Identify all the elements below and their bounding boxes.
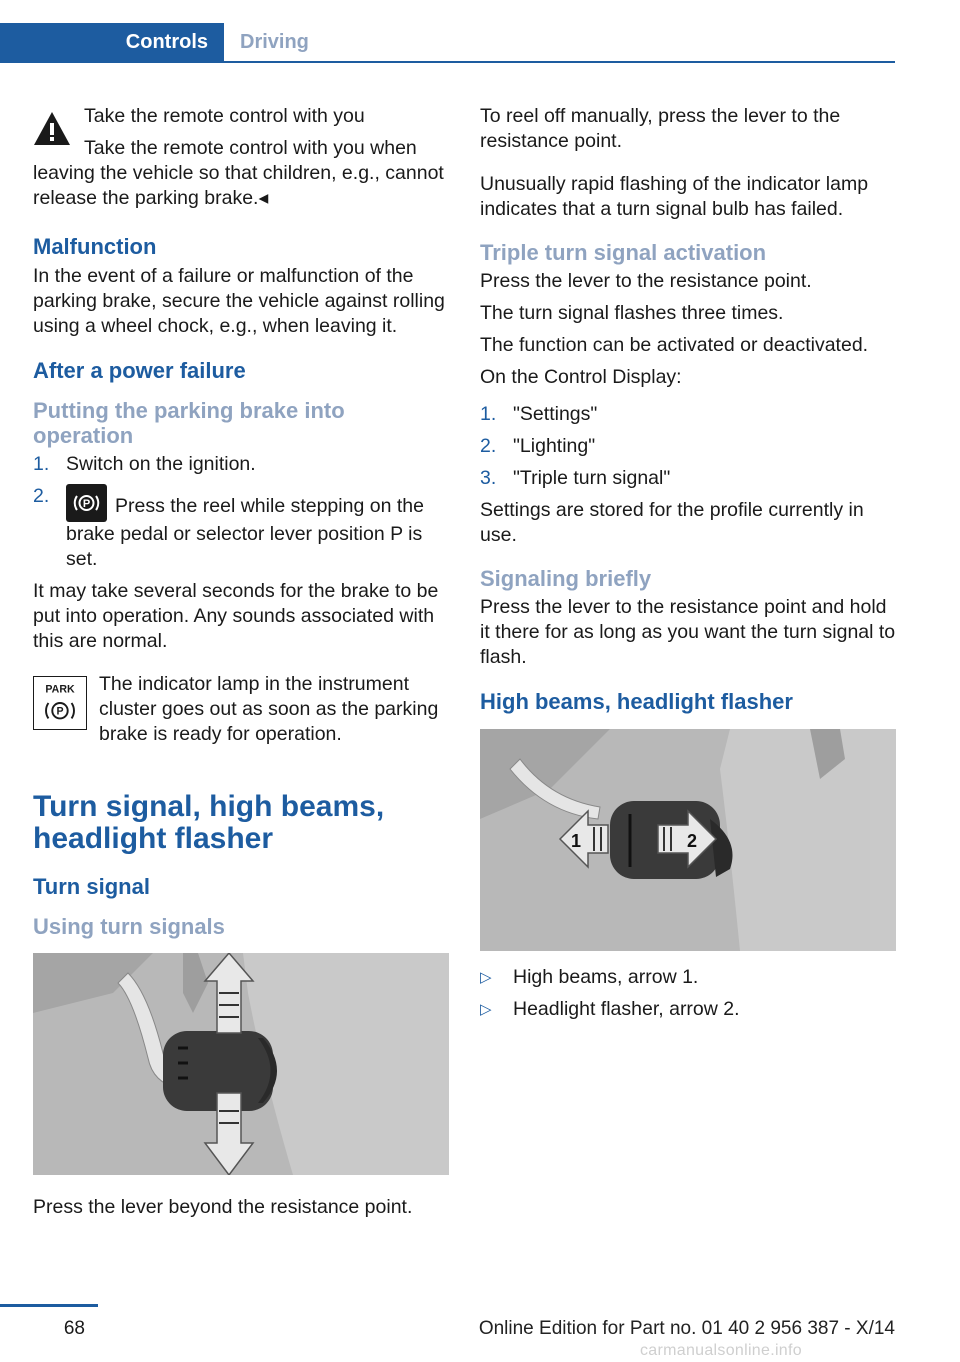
- menu-steps: [480, 402, 896, 491]
- warning-title: Take the remote control with you: [84, 105, 365, 127]
- turn-signal-heading: Turn signal: [33, 874, 150, 899]
- triple-line-3: The function can be activated or deactivated.: [480, 334, 869, 356]
- step-text: "Triple turn signal": [513, 467, 671, 489]
- header-rule: [0, 61, 895, 63]
- step-number: 2.: [480, 435, 497, 457]
- left-column: [33, 104, 449, 1238]
- triple-turn-signal-heading: Triple turn signal activation: [480, 240, 767, 265]
- svg-text:P: P: [56, 705, 64, 718]
- step-text: "Lighting": [513, 435, 596, 457]
- power-failure-heading: After a power failure: [33, 358, 246, 383]
- signaling-briefly-text: Press the lever to the resistance point and hold it there for as long as you want the turn signal to flash.: [480, 596, 896, 668]
- park-indicator-label: PARK: [45, 683, 75, 696]
- step-text: Press the reel while stepping on the brake pedal or selector lever position P is set.: [66, 495, 424, 570]
- arrow-1-label: 1: [570, 831, 582, 851]
- park-indicator-icon: [33, 676, 87, 730]
- operation-heading: Putting the parking brake into operation: [33, 398, 345, 448]
- turn-signal-lever-illustration: [33, 953, 449, 1175]
- warning-icon: [33, 110, 71, 148]
- operation-note: It may take several seconds for the brake to be put into operation. Any sounds associated with this are normal.: [33, 580, 439, 652]
- page-number: 68: [63, 1318, 85, 1339]
- settings-note: Settings are stored for the profile currently in use.: [480, 499, 864, 546]
- step-text: "Settings": [513, 403, 598, 425]
- bullet-text: Headlight flasher, arrow 2.: [513, 998, 740, 1020]
- tab-controls[interactable]: Controls: [0, 23, 224, 61]
- arrow-2-label: 2: [686, 831, 698, 851]
- step-number: 2.: [33, 485, 50, 507]
- list-item: [480, 997, 896, 1022]
- figure-caption: Press the lever beyond the resistance point.: [33, 1196, 413, 1218]
- step-text: Switch on the ignition.: [66, 453, 256, 475]
- watermark: carmanualsonline.info: [640, 1342, 802, 1359]
- triple-line-4: On the Control Display:: [480, 366, 682, 388]
- indicator-block: [33, 672, 449, 747]
- parking-brake-button-icon: [66, 484, 107, 522]
- footer-rule: [0, 1304, 98, 1307]
- signaling-briefly-heading: Signaling briefly: [480, 566, 652, 591]
- indicator-text: The indicator lamp in the instrument cluster goes out as soon as the parking brake is ready for operation.: [99, 673, 439, 745]
- bullet-text: High beams, arrow 1.: [513, 966, 699, 988]
- using-turn-signals-heading: Using turn signals: [33, 914, 225, 939]
- warning-body: Take the remote control with you when leaving the vehicle so that children, e.g., cannot release the parking brake.◂: [33, 137, 444, 209]
- right-column: [480, 104, 896, 1029]
- high-beam-lever-illustration: [480, 729, 896, 951]
- triple-line-1: Press the lever to the resistance point.: [480, 270, 812, 292]
- step-number: 1.: [33, 453, 50, 475]
- list-item: [33, 452, 449, 477]
- list-item: [480, 434, 896, 459]
- malfunction-text: In the event of a failure or malfunction of the parking brake, secure the vehicle against rolling using a wheel chock, e.g., when leaving it.: [33, 265, 445, 337]
- svg-text:P: P: [82, 498, 91, 510]
- high-beams-heading: High beams, headlight flasher: [480, 689, 793, 714]
- list-item: [480, 466, 896, 491]
- list-item: [480, 965, 896, 990]
- operation-steps: [33, 452, 449, 572]
- rapid-flash-text: Unusually rapid flashing of the indicator lamp indicates that a turn signal bulb has failed.: [480, 173, 869, 220]
- step-number: 1.: [480, 403, 497, 425]
- tab-driving[interactable]: Driving: [240, 30, 309, 53]
- list-item: [480, 402, 896, 427]
- list-item: [33, 484, 449, 572]
- edition-line: Online Edition for Part no. 01 40 2 956 387 - X/14: [478, 1318, 895, 1339]
- warning-block: [33, 104, 449, 211]
- step-number: 3.: [480, 467, 497, 489]
- high-beam-bullets: [480, 965, 896, 1022]
- triangle-bullet-icon: ▷: [480, 1001, 492, 1018]
- malfunction-heading: Malfunction: [33, 234, 157, 259]
- triangle-bullet-icon: ▷: [480, 969, 492, 986]
- reel-off-text: To reel off manually, press the lever to the resistance point.: [480, 105, 841, 152]
- triple-line-2: The turn signal flashes three times.: [480, 302, 784, 324]
- header-tabs: [0, 23, 895, 63]
- section-heading: Turn signal, high beams, headlight flasher: [33, 790, 385, 855]
